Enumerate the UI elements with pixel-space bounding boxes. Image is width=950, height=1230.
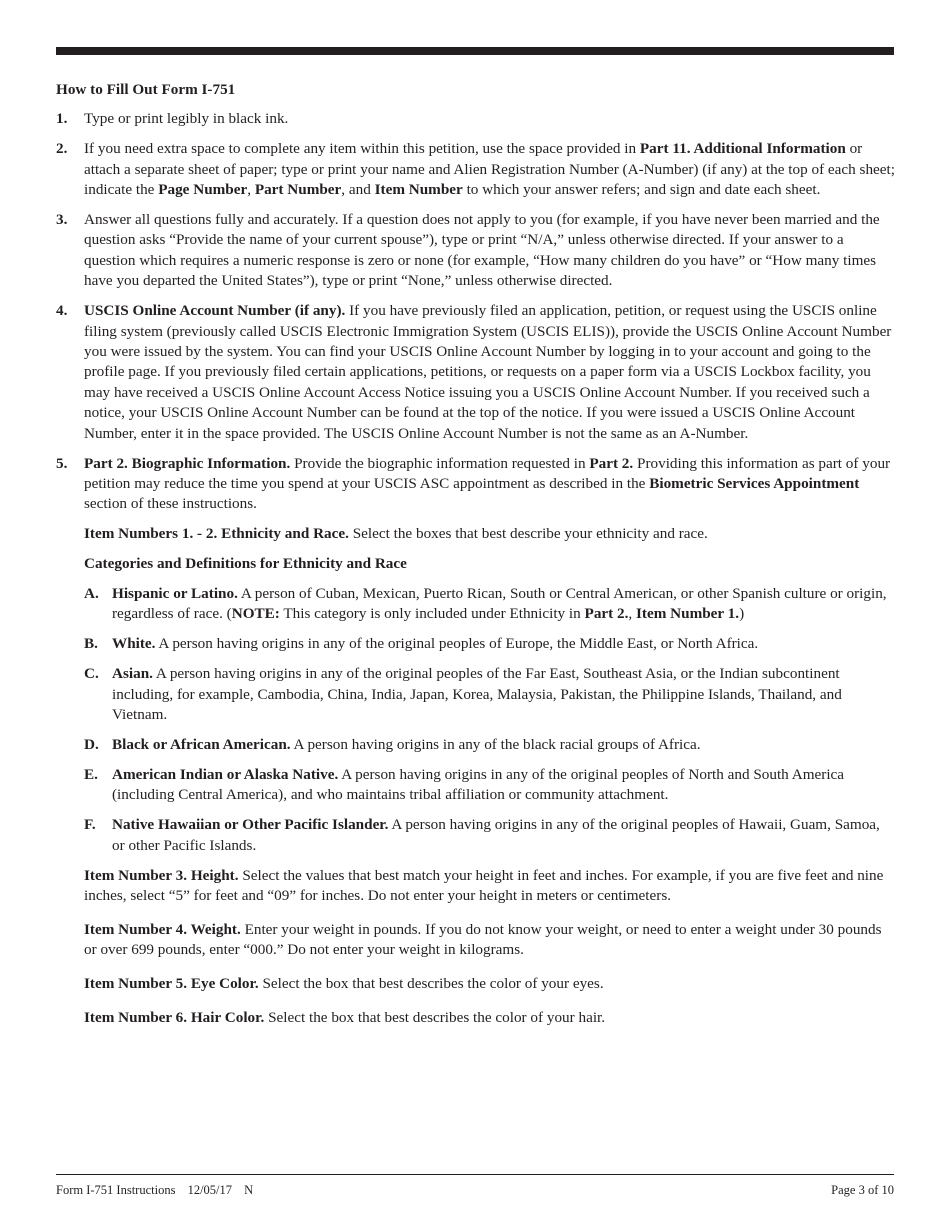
item-number: 5.	[56, 454, 68, 472]
footer-edition: N	[244, 1183, 254, 1197]
instruction-item-2	[56, 139, 896, 200]
category-letter: B.	[84, 635, 98, 653]
category-text: A person having origins in any of the original peoples of North and South America (including Central America), and who maintains tribal affiliation or community attachment.	[112, 765, 845, 804]
item-bold: Item Numbers 1. - 2. Ethnicity and Race.	[84, 525, 349, 543]
category-letter: D.	[84, 735, 99, 753]
item-text: Enter your weight in pounds. If you do not know your weight, or need to enter a weight under 30 pounds or over 699 pounds, enter “000.” Do not enter your weight in kilograms.	[84, 920, 882, 959]
category-d	[56, 735, 896, 755]
category-bold: Item Number 1.	[636, 605, 740, 623]
note-label: NOTE:	[231, 605, 280, 623]
item-text: section of these instructions.	[84, 495, 257, 513]
section-title: How to Fill Out Form I-751	[56, 81, 236, 98]
footer-page-number: Page 3 of 10	[831, 1183, 894, 1197]
category-a	[56, 584, 896, 625]
category-f	[56, 815, 896, 856]
item-text: Select the box that best describes the color of your hair.	[264, 1009, 606, 1027]
item-number: 4.	[56, 302, 68, 320]
category-text: )	[739, 605, 745, 623]
instruction-item-4	[56, 301, 896, 444]
item-text: ,	[247, 181, 255, 199]
item-text: Type or print legibly in black ink.	[84, 110, 289, 128]
instruction-item-1	[56, 109, 896, 129]
category-name: American Indian or Alaska Native.	[112, 765, 339, 783]
category-text: ,	[628, 605, 636, 623]
categories-heading	[56, 554, 896, 574]
category-letter: F.	[84, 816, 96, 834]
ethnicity-race-paragraph	[56, 524, 896, 544]
instruction-item-3	[56, 210, 896, 292]
category-bold: Part 2.	[584, 605, 629, 623]
item-text: or attach a separate sheet of paper; type or print your name and Alien Registration Number (A-Number) (if any) at the top of each sheet; indicate the	[84, 140, 895, 199]
hair-color-paragraph	[56, 1008, 896, 1028]
category-e	[56, 765, 896, 806]
footer-form-name: Form I-751 Instructions	[56, 1183, 176, 1197]
instructions-body	[56, 80, 896, 1038]
instruction-item-5	[56, 454, 896, 515]
item-bold: Item Number	[374, 181, 463, 199]
footer-rule	[56, 1174, 894, 1175]
category-text: A person of Cuban, Mexican, Puerto Rican, South or Central American, or other Spanish culture or origin, regardless of race. (	[112, 585, 887, 623]
category-text: A person having origins in any of the black racial groups of Africa.	[290, 735, 701, 753]
item-text: If you need extra space to complete any item within this petition, use the space provided in	[84, 140, 640, 158]
category-text: A person having origins in any of the original peoples of the Far East, Southeast Asia, or the Indian subcontinent including, for example, Cambodia, China, India, Japan, Korea, Malaysia, Pakistan, the Philippine Islands, Thailand, and Vietnam.	[112, 665, 842, 724]
item-text: to which your answer refers; and sign and date each sheet.	[462, 181, 821, 199]
header-rule	[56, 47, 894, 55]
item-text: Provide the biographic information requested in	[290, 454, 590, 472]
item-bold: Page Number	[158, 181, 248, 199]
category-letter: E.	[84, 765, 98, 783]
item-bold: Item Number 5. Eye Color.	[84, 975, 259, 993]
category-text: This category is only included under Ethnicity in	[279, 605, 585, 623]
item-text: Select the box that best describes the color of your eyes.	[258, 975, 604, 993]
item-bold: Item Number 3. Height.	[84, 866, 239, 884]
item-number: 1.	[56, 110, 68, 128]
item-text: , and	[341, 181, 375, 199]
item-text: If you have previously filed an application, petition, or request using the USCIS online filing system (previously called USCIS Electronic Immigration System (USCIS ELIS)), provide the USCIS Online Account Number you were issued by the system. You can find your USCIS Online Account Number by logging in to your account and going to the profile page. If you previously filed certain applications, petitions, or requests on a paper form via a USCIS Lockbox facility, you may have received a USCIS Online Account Access Notice issuing you a USCIS Online Account Number. If you received such a notice, your USCIS Online Account Number can be found at the top of the notice. If you were issued a USCIS Online Account Number, enter it in the space provided. The USCIS Online Account Number is not the same as an A-Number.	[84, 302, 892, 442]
item-bold: Biometric Services Appointment	[649, 474, 860, 492]
item-bold: Item Number 6. Hair Color.	[84, 1009, 265, 1027]
eye-color-paragraph	[56, 974, 896, 994]
category-text: A person having origins in any of the original peoples of Europe, the Middle East, or North Africa.	[155, 635, 759, 653]
category-name: Asian.	[112, 665, 153, 683]
category-name: Native Hawaiian or Other Pacific Islander.	[112, 816, 389, 834]
category-letter: C.	[84, 665, 99, 683]
item-bold: Part 11. Additional Information	[639, 140, 846, 158]
category-c	[56, 664, 896, 725]
item-text: Providing this information as part of your petition may reduce the time you spend at your USCIS ASC appointment as described in the	[84, 454, 891, 492]
category-b	[56, 634, 896, 654]
category-text: A person having origins in any of the original peoples of Hawaii, Guam, Samoa, or other Pacific Islands.	[112, 816, 880, 854]
item-text: Select the boxes that best describe your ethnicity and race.	[348, 525, 708, 543]
footer-form-info	[56, 1183, 262, 1198]
item-text: Select the values that best match your height in feet and inches. For example, if you are five feet and nine inches, select “5” for feet and “09” for inches. Do not enter your height in meters or centimeters.	[84, 866, 884, 904]
subheading: Categories and Definitions for Ethnicity and Race	[84, 555, 407, 573]
category-letter: A.	[84, 585, 99, 603]
footer-date: 12/05/17	[187, 1183, 233, 1197]
height-paragraph	[56, 866, 896, 907]
item-bold: Part Number	[254, 181, 342, 199]
item-bold: Part 2. Biographic Information.	[84, 454, 291, 472]
category-name: Hispanic or Latino.	[112, 585, 238, 603]
item-number: 3.	[56, 211, 68, 229]
item-text: Answer all questions fully and accurately. If a question does not apply to you (for example, if you have never been married and the question asks “Provide the name of your current spouse”), type or print “N/A,” unless otherwise directed. If your answer to a question which requires a numeric response is zero or none (for example, “How many children do you have” or “How many times have you departed the United States”), type or print “None,” unless otherwise directed.	[84, 211, 880, 290]
item-number: 2.	[56, 140, 68, 158]
weight-paragraph	[56, 920, 896, 961]
item-bold: Part 2.	[589, 454, 634, 472]
category-name: White.	[112, 635, 156, 653]
item-bold: Item Number 4. Weight.	[84, 920, 241, 938]
item-bold: USCIS Online Account Number (if any).	[84, 302, 346, 320]
category-name: Black or African American.	[112, 735, 291, 753]
